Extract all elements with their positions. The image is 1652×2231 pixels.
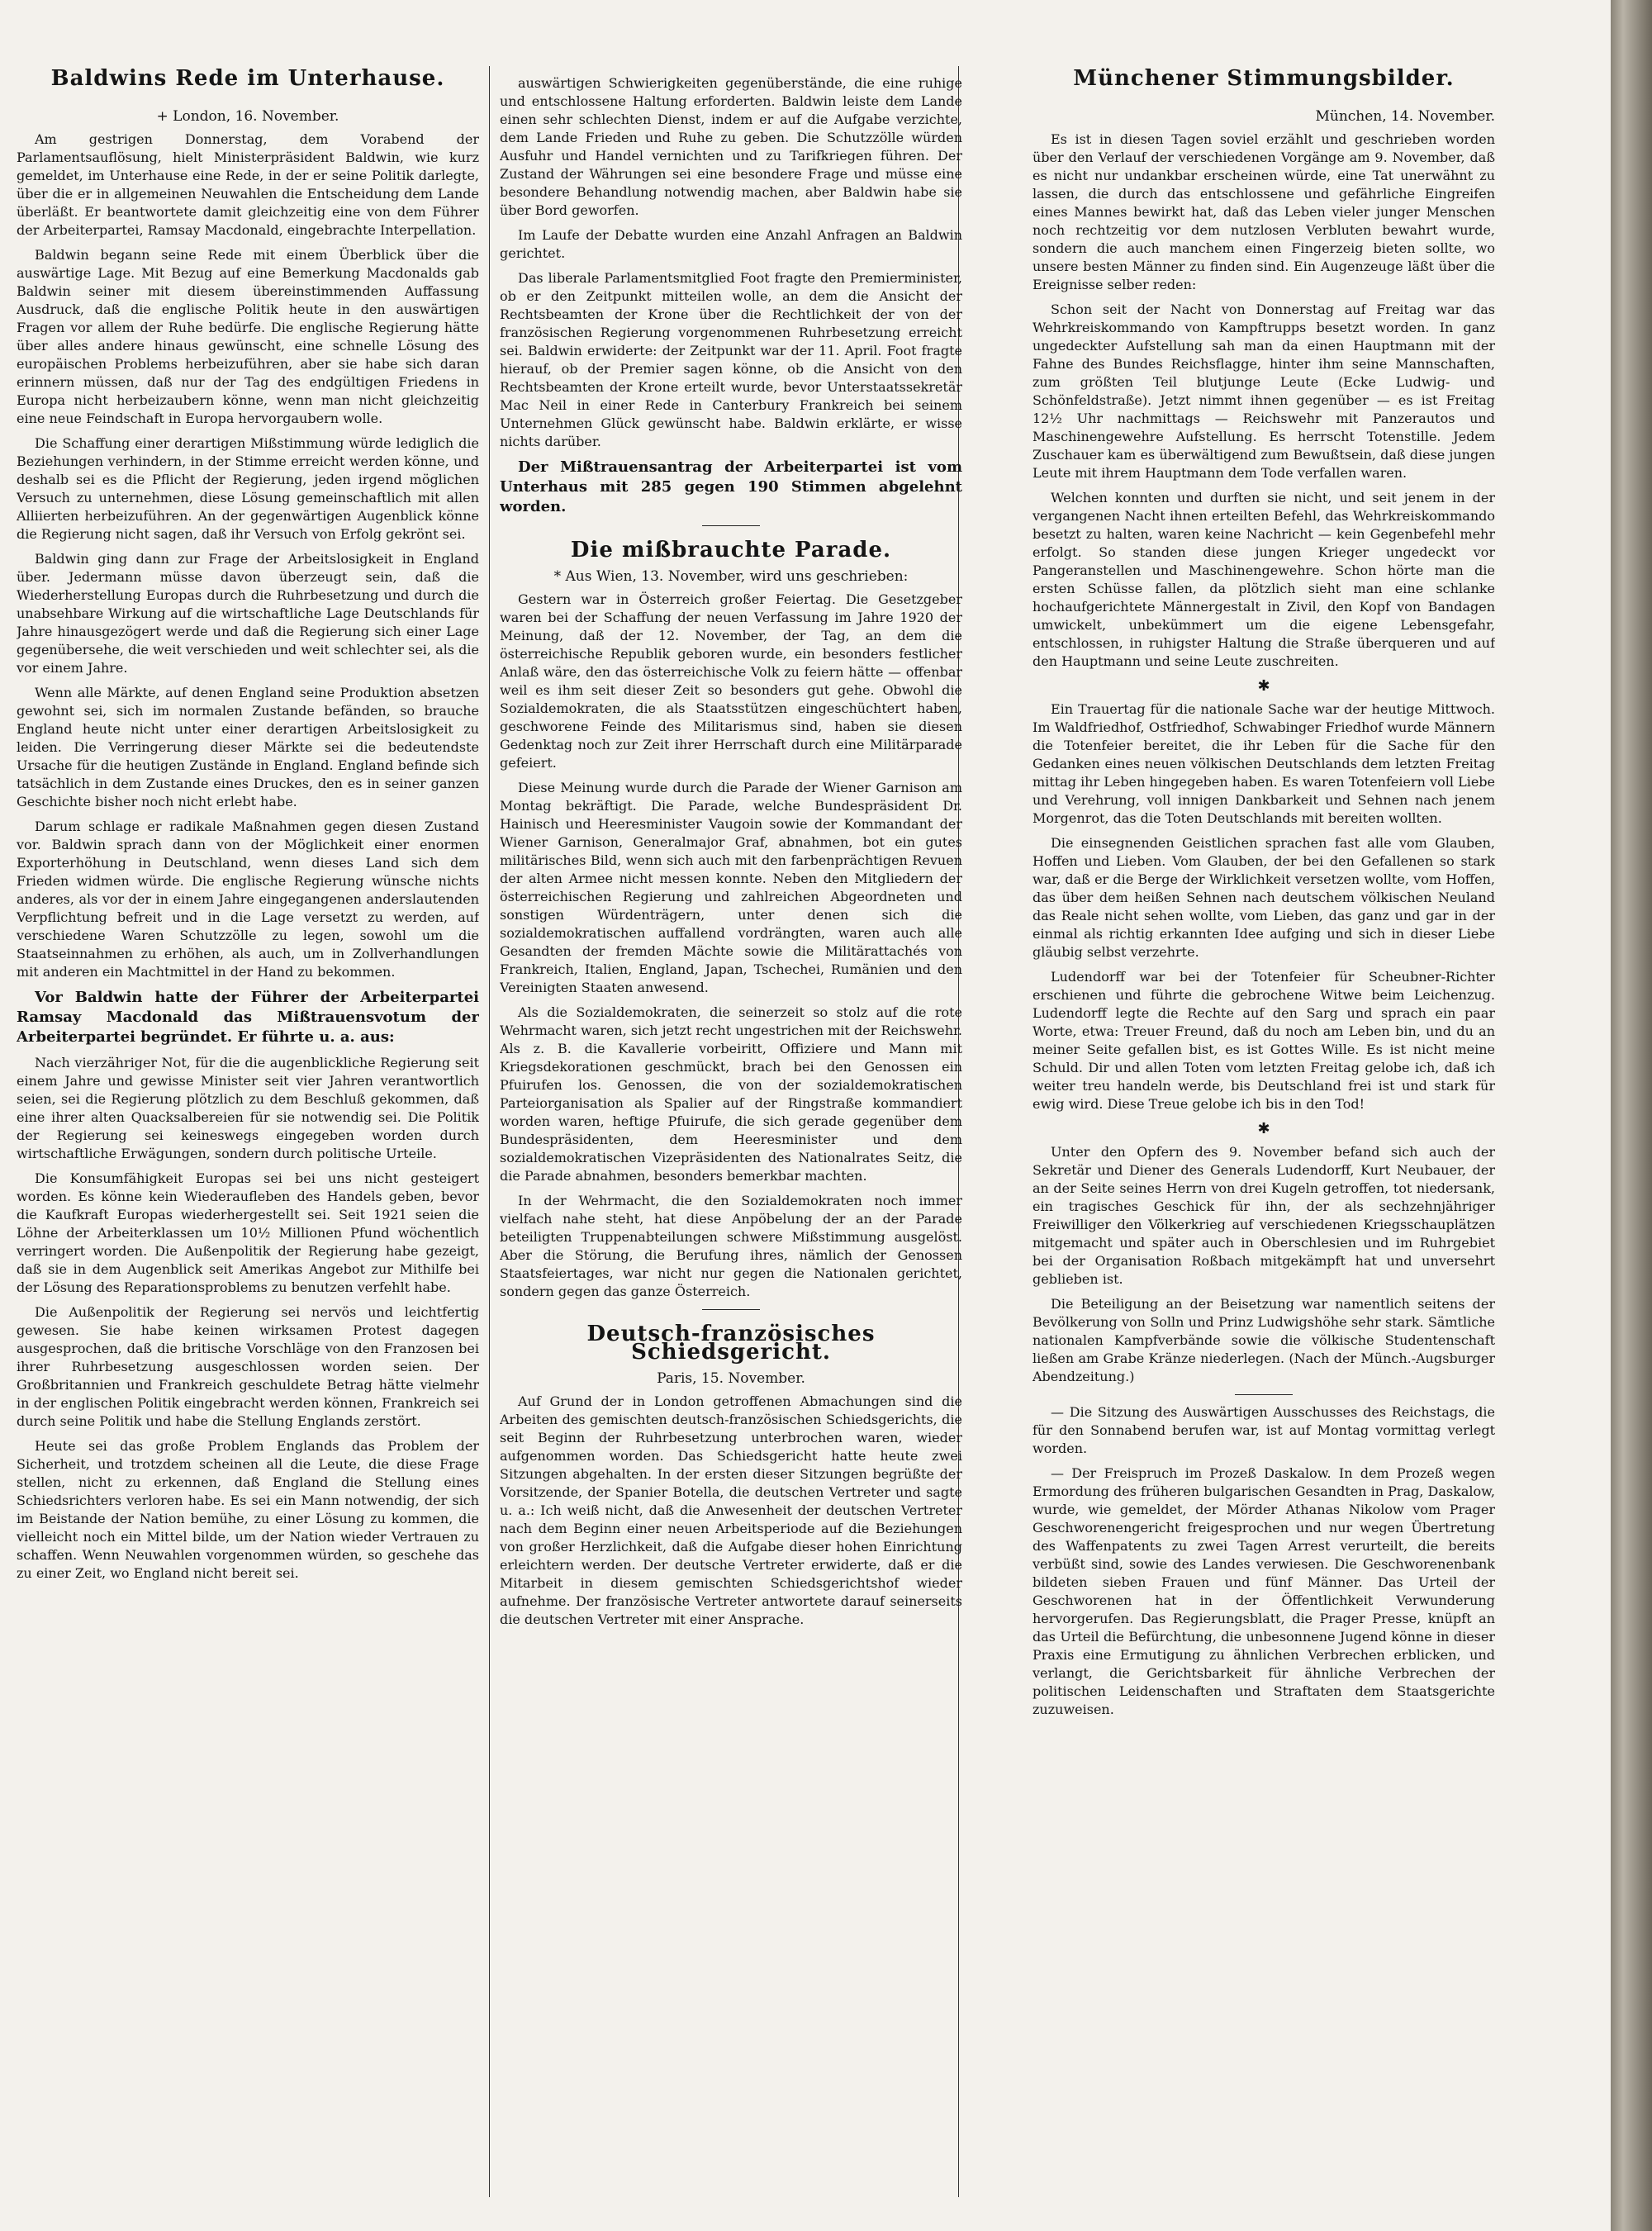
left-paragraph: Die Konsumfähigkeit Europas sei bei uns nicht gesteigert worden. Es könne kein Wiederaufleben des Handels geben, bevor die Kaufkraft Europas wiederhergestellt sei. Seit 1921 seien die Löhne der Arbeiterklassen um 10½ Millionen Pfund wöchentlich verringert worden. Die Außenpolitik der Regierung habe gezeigt, daß sie in dem Augenblick seit Amerikas Angebot zur Mithilfe bei der Lösung des Reparationsproblems zu benutzen verfehlt habe.: [17, 1170, 479, 1295]
right-paragraph: Die Beteiligung an der Beisetzung war namentlich seitens der Bevölkerung von Solln und Prinz Ludwigshöhe sehr stark. Sämtliche nationalen Kampfverbände sowie die völkische Studentenschaft ließen am Grabe Kränze niederlegen. (Nach der Münch.-Augsburger Abendzeitung.): [1032, 1296, 1495, 1384]
middle-paragraph: Im Laufe der Debatte wurden eine Anzahl Anfragen an Baldwin gerichtet.: [500, 227, 962, 261]
left-article-title: Baldwins Rede im Unterhause.: [50, 66, 445, 91]
left-article-dateline: + London, 16. November.: [156, 108, 339, 125]
left-paragraph: Heute sei das große Problem Englands das Problem der Sicherheit, und trotzdem scheinen all die Leute, die diese Frage stellen, nicht zu erkennen, daß England die Stellung eines Schiedsrichters verloren habe. Es sei ein Mann notwendig, der sich im Beistande der Nation bemühe, zu einer Lösung zu kommen, die vielleicht noch ein Mittel bilde, um der Nation wieder Vertrauen zu schaffen. Wenn Neuwahlen vorgenommen würden, so geschehe das zu einer Zeit, wo England nicht bereit sei.: [17, 1438, 479, 1581]
middle-paragraph-emphasis: Der Mißtrauensantrag der Arbeiterpartei ist vom Unterhaus mit 285 gegen 190 Stimmen abgelehnt worden.: [500, 458, 962, 515]
parade-paragraph: Gestern war in Österreich großer Feiertag. Die Gesetzgeber waren bei der Schaffung der neuen Verfassung im Jahre 1920 der Meinung, daß der 12. November, der Tag, an dem die österreichische Republik geboren wurde, ein besonders festlicher Anlaß wäre, den das österreichische Volk zu feiern hätte — offenbar weil es ihm seit dieser Zeit so besonders gut gehe. Obwohl die Sozialdemokraten, die als Staatsstützen eingeschüchtert haben, geschworene Feinde des Militarismus sind, haben sie diesen Gedenktag noch zur Zeit ihrer Herrschaft durch eine Militärparade gefeiert.: [500, 591, 962, 771]
section-divider: [1235, 1394, 1293, 1395]
right-column: [1032, 107, 1495, 2131]
column-rule-left: [489, 66, 490, 2197]
left-paragraph: Am gestrigen Donnerstag, dem Vorabend der Parlamentsauflösung, hielt Ministerpräsident Baldwin, wie kurz gemeldet, im Unterhause eine Rede, in der er seine Politik darlegte, über die er in allgemeinen Neuwahlen die Entscheidung dem Lande überläßt. Er beantwortete damit gleichzeitig eine von dem Führer der Arbeiterpartei, Ramsay Macdonald, eingebrachte Interpellation.: [17, 131, 479, 238]
left-paragraph: Die Außenpolitik der Regierung sei nervös und leichtfertig gewesen. Sie habe keinen wirksamen Protest dagegen ausgesprochen, daß die britische Vorschläge von den Franzosen bei ihrer Ruhrbesetzung ausgeschlossen worden seien. Der Großbritannien und Frankreich geschuldete Betrag hätte vielmehr in der englischen Politik eingebracht werden können, Frankreich sei durch seine Politik und habe die Stellung Englands zerstört.: [17, 1304, 479, 1429]
section-star-ornament: ✱: [1257, 677, 1270, 695]
right-headline-block: [1032, 66, 1495, 99]
left-headline-block: [17, 66, 479, 99]
arbitration-article-dateline: Paris, 15. November.: [657, 1370, 805, 1387]
left-paragraph: Baldwin ging dann zur Frage der Arbeitslosigkeit in England über. Jedermann müsse davon überzeugt sein, daß die Wiederherstellung Europas durch die Ruhrbesetzung und durch die unabsehbare Wirkung auf die wirtschaftliche Lage Deutschlands für Jahre hinausgezögert werde und daß die Regierung sich einer Lage gegenübersehe, die weit verschieden und weit schlechter sei, als die vor einem Jahre.: [17, 551, 479, 676]
parade-paragraph: Als die Sozialdemokraten, die seinerzeit so stolz auf die rote Wehrmacht waren, sich jetzt recht ungestrichen mit der Reichswehr. Als z. B. die Kavallerie vorbeiritt, Offiziere und Mann mit Kriegsdekorationen geschmückt, brach bei den Genossen ein Pfuirufen los. Genossen, die von der sozialdemokratischen Parteiorganisation als Spalier auf der Ringstraße kommandiert worden waren, heftige Pfuirufe, die sich gerade gegenüber dem Bundespräsidenten, dem Heeresminister und dem sozialdemokratischen Vizepräsidenten des Nationalrates Seitz, die die Parade abnahmen, besonders bemerkbar machten.: [500, 1004, 962, 1184]
middle-paragraph: Das liberale Parlamentsmitglied Foot fragte den Premierminister, ob er den Zeitpunkt mitteilen wolle, an dem die Ansicht der Rechtsbeamten der Krone über die Rechtlichkeit der von der französischen Regierung vorgenommenen Ruhrbesetzung erreicht sei. Baldwin erwiderte: der Zeitpunkt war der 11. April. Foot fragte hierauf, ob der Premier sagen könne, ob die Ansicht von den Rechtsbeamten der Krone erteilt wurde, bevor Unterstaatssekretär Mac Neil in einer Rede in Canterbury Frankreich bei seinem Unternehmen Glück gewünscht habe. Baldwin erklärte, er wisse nichts darüber.: [500, 270, 962, 449]
right-article-dateline: München, 14. November.: [1315, 108, 1495, 125]
right-paragraph: Es ist in diesen Tagen soviel erzählt und geschrieben worden über den Verlauf der verschiedenen Vorgänge am 9. November, daß es nicht nur undankbar erscheinen würde, eine Tat unerwähnt zu lassen, die durch das entschlossene und gefährliche Eingreifen eines Mannes bewirkt hat, daß das Leben vieler junger Menschen noch rechtzeitig vor dem nutzlosen Verbluten bewahrt wurde, sondern die auch manchem einen Fingerzeig bieten sollte, wo unsere besten Männer zu finden sind. Ein Augenzeuge läßt über die Ereignisse selber reden:: [1032, 131, 1495, 292]
parade-article-dateline: * Aus Wien, 13. November, wird uns geschrieben:: [553, 568, 909, 585]
middle-paragraph: auswärtigen Schwierigkeiten gegenüberstände, die eine ruhige und entschlossene Haltung erforderten. Baldwin leiste dem Lande einen sehr schlechten Dienst, indem er auf die Aufgabe verzichte, dem Lande Frieden und Ruhe zu geben. Die Schutzzölle würden Ausfuhr und Handel vernichten und zu Tarifkriegen führen. Der Zustand der Währungen sei eine besondere Frage und müsse eine besondere Behandlung notwendig machen, aber Baldwin habe sie über Bord geworfen.: [500, 75, 962, 218]
section-divider: [702, 525, 760, 526]
left-paragraph: Wenn alle Märkte, auf denen England seine Produktion absetzen gewohnt sei, sich im normalen Zustande befänden, so brauche England heute nicht unter einer derartigen Arbeitslosigkeit zu leiden. Die Verringerung dieser Märkte sei die bedeutendste Ursache für die heutigen Zustände in England. England befinde sich tatsächlich in dem Zustande eines Druckes, den es in seiner ganzen Geschichte bisher noch nicht erlebt habe.: [17, 685, 479, 809]
section-divider: [702, 1309, 760, 1310]
right-paragraph: Unter den Opfern des 9. November befand sich auch der Sekretär und Diener des Generals Ludendorff, Kurt Neubauer, der an der Seite seines Herrn von drei Kugeln getroffen, tot niedersank, ein tragisches Geschick für ihn, der als sechzehnjähriger Freiwilliger den Völkerkrieg auf verschiedenen Kriegsschauplätzen mitgemacht und später auch in Oberschlesien und im Ruhrgebiet bei der Organisation Roßbach mitgekämpft hat und unversehrt geblieben ist.: [1032, 1144, 1495, 1287]
right-news-item: — Der Freispruch im Prozeß Daskalow. In dem Prozeß wegen Ermordung des früheren bulgarischen Gesandten in Prag, Daskalow, wurde, wie gemeldet, der Mörder Athanas Nikolow vom Prager Geschworenengericht freigesprochen und nur wegen Übertretung des Waffenpatents zu zwei Tagen Arrest verurteilt, die bereits verbüßt sind, sowie des Landes verwiesen. Die Geschworenenbank bildeten sieben Frauen und fünf Männer. Das Urteil der Geschworenen hat in der Öffentlichkeit Verwunderung hervorgerufen. Das Regierungsblatt, die Prager Presse, knüpft an das Urteil die Befürchtung, die unbesonnene Jugend könne in dieser Praxis eine Ermutigung zu ähnlichen Verbrechen erblicken, und verlangt, die Gerichtsbarkeit für ähnliche Verbrechen der politischen Leidenschaften und Straftaten dem Staatsgerichte zuzuweisen.: [1032, 1465, 1495, 1717]
arbitration-paragraph: Auf Grund der in London getroffenen Abmachungen sind die Arbeiten des gemischten deutsch-französischen Schiedsgerichts, die seit Beginn der Ruhrbesetzung unterbrochen waren, wieder aufgenommen worden. Das Schiedsgericht hatte heute zwei Sitzungen abgehalten. In der ersten dieser Sitzungen begrüßte der Vorsitzende, der Spanier Botella, die deutschen Vertreter und sagte u. a.: Ich weiß nicht, daß die Anwesenheit der deutschen Vertreter nach dem Beginn einer neuen Arbeitsperiode auf die Beziehungen von großer Herzlichkeit, daß die Aufgabe dieser hohen Einrichtung erleichtern werden. Der deutsche Vertreter erwiderte, daß er die Mitarbeit in diesem gemischten Schiedsgerichtshof wieder aufnehme. Der französische Vertreter antwortete darauf seinerseits die deutschen Vertreter mit einer Ansprache.: [500, 1393, 962, 1627]
right-paragraph: Die einsegnenden Geistlichen sprachen fast alle vom Glauben, Hoffen und Lieben. Vom Glauben, der bei den Gefallenen so stark war, daß er die Berge der Wirklichkeit versetzen wollte, vom Hoffen, das über dem heißen Sehnen nach deutschem völkischen Neuland das Reale nicht sehen wollte, vom Lieben, das ganz und gar in der einmal als richtig erkannten Idee aufging und sich in dieser Liebe gläubig selbst verzehrte.: [1032, 835, 1495, 960]
right-paragraph: Schon seit der Nacht von Donnerstag auf Freitag war das Wehrkreiskommando von Kampftrupps besetzt worden. In ganz ungedeckter Aufstellung sah man da einen Hauptmann mit der Fahne des Bundes Reichsflagge, hinter ihm seine Mannschaften, zum größten Teil blutjunge Leute (Ecke Ludwig- und Schönfeldstraße). Jetzt nimmt ihnen gegenüber — es ist Freitag 12½ Uhr nachmittags — Reichswehr mit Panzerautos und Maschinengewehre Aufstellung. Es herrscht Totenstille. Jedem Zuschauer kam es überwältigend zum Bewußtsein, daß diese jungen Leute mit ihrem Hauptmann dem Tode verfallen waren.: [1032, 301, 1495, 481]
book-binding-edge: [1611, 0, 1652, 2231]
right-paragraph: Ludendorff war bei der Totenfeier für Scheubner-Richter erschienen und führte die gebrochene Witwe beim Leichenzug. Ludendorff legte die Rechte auf den Sarg und sprach ein paar Worte, etwa: Treuer Freund, daß du noch am Leben bin, und du an meiner Seite gefallen bist, es ist Gottes Wille. Es ist nicht meine Schuld. Dir und allen Toten vom letzten Freitag gelobe ich, daß ich weiter treu handeln werde, bis Deutschland frei ist und stark für ewig wird. Diese Treue gelobe ich bis in den Tod!: [1032, 969, 1495, 1112]
left-column: [17, 107, 479, 2189]
right-paragraph: Welchen konnten und durften sie nicht, und seit jenem in der vergangenen Nacht ihnen erteilten Befehl, das Wehrkreiskommando besetzt zu halten, waren keine Nachricht — kein Gegenbefehl mehr erfolgt. So standen diese jungen Krieger ungedeckt vor Pangeranstellen und Maschinengewehre. Schon hörte man die ersten Schüsse fallen, da plötzlich sieht man eine schlanke hochaufgerichtete Männergestalt in Zivil, den Kopf von Bandagen umwickelt, unbekümmert um die eigene Lebensgefahr, entschlossen, in ruhigster Haltung die Straße überqueren und auf den Hauptmann und seine Leute zuschreiten.: [1032, 490, 1495, 669]
right-article-title: Münchener Stimmungsbilder.: [1073, 66, 1455, 91]
left-paragraph: Darum schlage er radikale Maßnahmen gegen diesen Zustand vor. Baldwin sprach dann von der Möglichkeit einer enormen Exporterhöhung in Deutschland, wenn dieses Land sich dem Frieden widmen würde. Die englische Regierung wünsche nichts anderes, als vor der in einem Jahre eingegangenen anderslautenden Verpflichtung befreit und in die Lage versetzt zu werden, auf verschiedene Waren Schutzzölle zu legen, sowohl um die Staatseinnahmen zu erhöhen, als auch, um in Zollverhandlungen mit anderen ein Machtmittel in der Hand zu bekommen.: [17, 819, 479, 980]
section-star-ornament: ✱: [1257, 1120, 1270, 1137]
left-paragraph: Die Schaffung einer derartigen Mißstimmung würde lediglich die Beziehungen verhindern, in der Stimme erreicht werden könne, und deshalb sei es die Pflicht der Regierung, jeden irgend möglichen Versuch zu unternehmen, diese Lösung gemeinschaftlich mit allen Alliierten herbeizuführen. An der gegenwärtigen Augenblick könne die Regierung nicht sagen, daß ihr Versuch von Erfolg gekrönt sei.: [17, 435, 479, 542]
parade-paragraph: Diese Meinung wurde durch die Parade der Wiener Garnison am Montag bekräftigt. Die Parade, welche Bundespräsident Dr. Hainisch und Heeresminister Vaugoin sowie der Kommandant der Wiener Garnison, Generalmajor Graf, abnahmen, bot ein gutes militärisches Bild, wenn sich auch mit den farbenprächtigen Revuen der alten Armee nicht messen konnte. Neben den Mitgliedern der österreichischen Regierung und zahlreichen Abgeordneten und sonstigen Würdenträgern, unter denen sich die sozialdemokratischen auffallend vordrängten, waren auch alle Gesandten der fremden Mächte sowie die Militärattachés von Frankreich, Italien, England, Japan, Tschechei, Rumänien und den Vereinigten Staaten anwesend.: [500, 780, 962, 995]
left-paragraph-emphasis: Vor Baldwin hatte der Führer der Arbeiterpartei Ramsay Macdonald das Mißtrauensvotum der Arbeiterpartei begründet. Er führte u. a. aus:: [17, 989, 479, 1046]
right-paragraph: Ein Trauertag für die nationale Sache war der heutige Mittwoch. Im Waldfriedhof, Ostfriedhof, Schwabinger Friedhof wurde Männern die Totenfeier bereitet, die ihr Leben für die Sache für den Gedanken eines neuen völkischen Deutschlands dem letzten Freitag mittag ihr Leben hingegeben haben. Es waren Totenfeiern voll Liebe und Verehrung, voll innigen Dankbarkeit und Sehnen nach jenem Morgenrot, das die Toten Deutschlands mit bereiten wollten.: [1032, 701, 1495, 826]
left-paragraph: Nach vierzähriger Not, für die die augenblickliche Regierung seit einem Jahre und gewisse Minister seit vier Jahren verantwortlich seien, sei die Regierung plötzlich zu dem Beschluß gekommen, daß eine ihrer alten Quacksalbereien für sie notwendig sei. Die Politik der Regierung sei keineswegs eingegeben worden durch wirtschaftliche Erwägungen, sondern durch politische Urteile.: [17, 1055, 479, 1161]
parade-article-title: Die mißbrauchte Parade.: [570, 538, 892, 562]
parade-paragraph: In der Wehrmacht, die den Sozialdemokraten noch immer vielfach nahe steht, hat diese Anpöbelung der an der Parade beteiligten Truppenabteilungen schwere Mißstimmung ausgelöst. Aber die Störung, die Berufung ihres, nämlich der Genossen Staatsfeiertages, war nicht nur gegen die Nationalen gerichtet, sondern gegen das ganze Österreich.: [500, 1193, 962, 1299]
middle-column: [500, 74, 962, 2172]
right-news-item: — Die Sitzung des Auswärtigen Ausschusses des Reichstags, die für den Sonnabend berufen war, ist auf Montag vormittag verlegt worden.: [1032, 1404, 1495, 1456]
arbitration-article-title: Deutsch-französisches Schiedsgericht.: [586, 1322, 876, 1365]
left-paragraph: Baldwin begann seine Rede mit einem Überblick über die auswärtige Lage. Mit Bezug auf eine Bemerkung Macdonalds gab Baldwin seiner mit diesem übereinstimmenden Auffassung Ausdruck, daß die englische Politik heute in den auswärtigen Fragen vor allem der Ruhe bedürfe. Die englische Regierung hätte über alles andere hinaus gewünscht, eine schnelle Lösung des europäischen Problems herbeizuführen, aber sie habe sich daran erinnern müssen, daß nur der Tag des endgültigen Friedens in Europa nicht herbeizaubern könne, wenn man nicht gleichzeitig eine neue Feindschaft in Europa hervorgaubern wolle.: [17, 247, 479, 426]
